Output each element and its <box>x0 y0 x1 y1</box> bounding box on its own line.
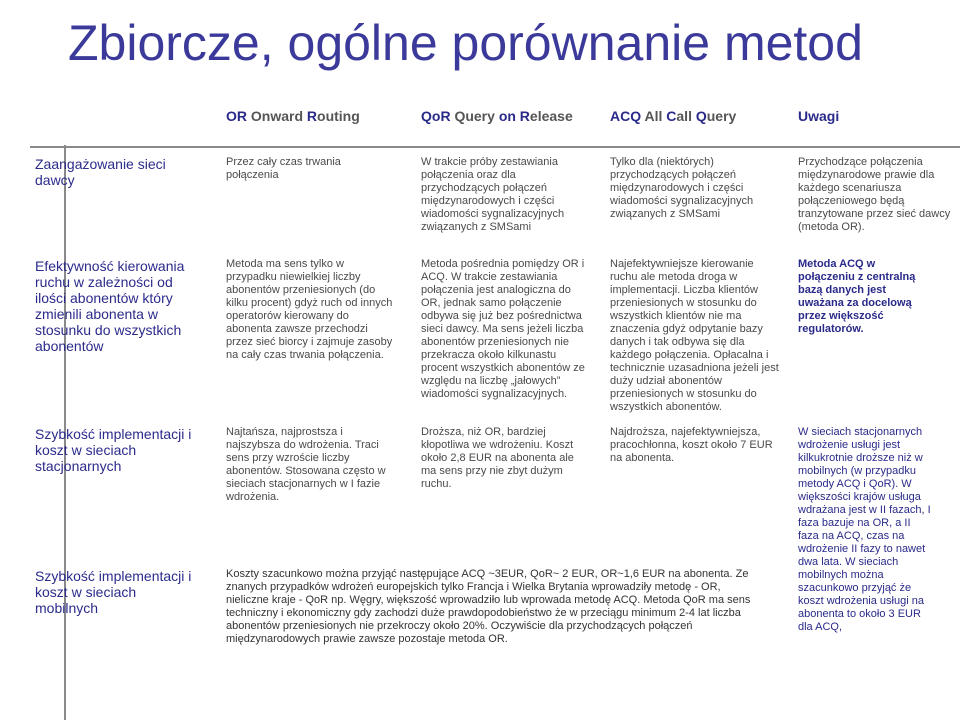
row-header-routing-efficiency: Efektywność kierowania ruchu w zależności od ilości abonentów który zmienili abonenta w stosunku do wszystkich abonentów <box>35 258 185 354</box>
column-header-qor: QoR Query on Release <box>421 108 573 124</box>
cell-r1-acq: Tylko dla (niektórych) przychodzących połączeń międzynarodowych i części wiadomości sygnalizacyjnych związanych z SMSami <box>610 156 754 220</box>
column-header-notes: Uwagi <box>798 108 840 124</box>
cell-r1-notes: Przychodzące połączenia międzynarodowe prawie dla każdego scenariusza połączeniowego będą tranzytowane przez sieć dawcy (metoda OR). <box>798 156 951 233</box>
cell-r4-span: Koszty szacunkowo można przyjąć następujące ACQ ~3EUR, QoR~ 2 EUR, OR~1,6 EUR na abonenta. Ze znanych przypadków wdrożeń europejskich tylko Francja i Wielka Brytania wprowadziły metodę - OR, nieliczne kraje - QoR np. Węgry, większość wprowadziło lub wprowada metodę ACQ. Metoda QoR ma sens techniczny i ekonomiczny gdy zachodzi duże prawdopodobieństwo że w przeciągu minimum 2-4 lat liczba abonentów przeniesionych nie przekroczy około 20%. Oczywiście dla przychodzących połączeń międzynarodowych prawie zawsze pozostaje metoda OR. <box>226 568 751 645</box>
cell-r2-acq: Najefektywniejsze kierowanie ruchu ale metoda droga w implementacji. Liczba klientów przeniesionych w stosunku do wszystkich klientów nie ma znaczenia gdyż odpytanie bazy danych i tak odbywa się dla każdego połączenia. Opłacalna i technicznie uzasadniona jeżeli jest duży udział abonentów przeniesionych w stosunku do wszystkich abonentów. <box>610 258 779 413</box>
column-header-or: OR Onward Routing <box>226 108 360 124</box>
cell-r2-qor: Metoda pośrednia pomiędzy OR i ACQ. W trakcie zestawiania połączenia jest analogiczna do OR, jednak samo połączenie odbywa się już bez pośrednictwa sieci dawcy. Ma sens jeżeli liczba abonentów przeniesionych nie przekracza około kilkunastu procent wszystkich abonentów ze względu na liczbę „jałowych” wiadomości sygnalizacyjnych. <box>421 258 585 400</box>
row-header-donor-involvement: Zaangażowanie sieci dawcy <box>35 156 166 188</box>
cell-r2-or: Metoda ma sens tylko w przypadku niewielkiej liczby abonentów przeniesionych (do kilku procent) gdyż ruch od innych operatorów kierowany do abonenta zawsze przechodzi przez sieć biorcy i zajmuje zasoby na cały czas trwania połączenia. <box>226 258 393 361</box>
cell-r3-or: Najtańsza, najprostsza i najszybsza do wdrożenia. Traci sens przy wzroście liczby abonentów. Stosowana często w sieciach stacjonarnych w I fazie wdrożenia. <box>226 426 386 503</box>
cell-r1-or: Przez cały czas trwania połączenia <box>226 156 341 181</box>
page-title: Zbiorcze, ogólne porównanie metod <box>68 15 863 71</box>
row-header-fixed-networks: Szybkość implementacji i koszt w sieciach stacjonarnych <box>35 426 192 474</box>
cell-r3-notes: W sieciach stacjonarnych wdrożenie usługi jest kilkukrotnie droższe niż w mobilnych (w przypadku metody ACQ i QoR). W większości krajów usługa wdrażana jest w II fazach, I faza bazuje na OR, a II faza na ACQ, czas na wdrożenie II fazy to nawet dwa lata. W sieciach mobilnych można szacunkowo przyjąć że koszt wdrożenia usługi na abonenta to około 3 EUR dla ACQ, <box>798 426 931 633</box>
cell-r3-qor: Droższa, niż OR, bardziej kłopotliwa we wdrożeniu. Koszt około 2,8 EUR na abonenta ale ma sens przy nie zbyt dużym ruchu. <box>421 426 574 490</box>
row-header-mobile-networks: Szybkość implementacji i koszt w sieciach mobilnych <box>35 568 192 616</box>
cell-r2-notes: Metoda ACQ w połączeniu z centralną bazą danych jest uważana za docelową przez większość regulatorów. <box>798 258 916 335</box>
cell-r1-qor: W trakcie próby zestawiania połączenia oraz dla przychodzących połączeń międzynarodowych i części wiadomości sygnalizacyjnych związanych z SMSami <box>421 156 565 233</box>
horizontal-divider <box>30 146 960 148</box>
column-header-acq: ACQ All Call Query <box>610 108 737 124</box>
cell-r3-acq: Najdroższa, najefektywniejsza, pracochłonna, koszt około 7 EUR na abonenta. <box>610 426 773 464</box>
